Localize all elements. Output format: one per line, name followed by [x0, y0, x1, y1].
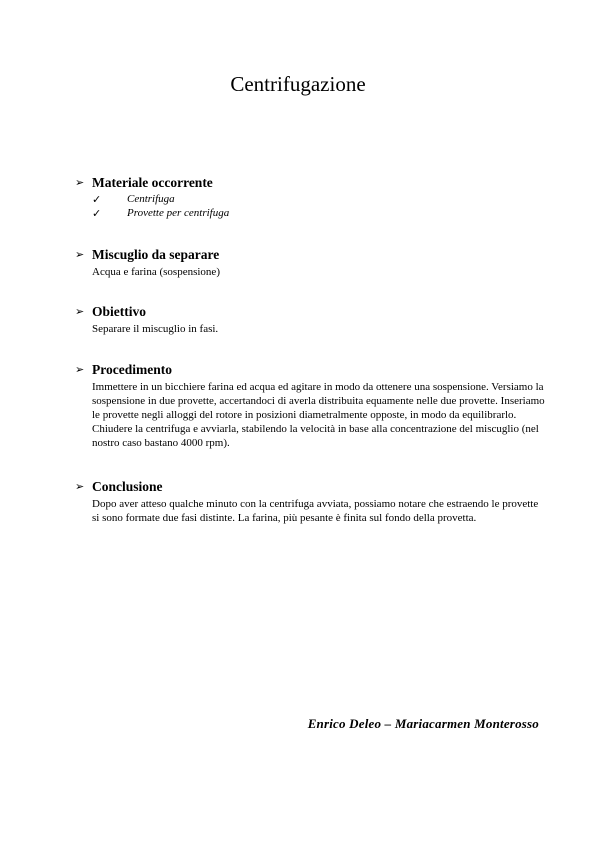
section-obiettivo — [75, 304, 545, 336]
arrow-bullet-icon: ➢ — [75, 306, 85, 318]
arrow-bullet-icon: ➢ — [75, 481, 85, 493]
checkmark-icon: ✓ — [92, 194, 102, 206]
list-item-label: Centrifuga — [127, 193, 175, 205]
checkmark-icon: ✓ — [92, 208, 102, 220]
section-heading: Procedimento — [92, 362, 172, 377]
section-text: Acqua e farina (sospensione) — [92, 266, 220, 278]
page-title: Centrifugazione — [230, 72, 366, 96]
section-heading: Obiettivo — [92, 304, 146, 319]
section-heading: Conclusione — [92, 479, 163, 494]
section-materiale — [75, 175, 545, 221]
section-text: Immettere in un bicchiere farina ed acqua ed agitare in modo da ottenere una sospensione. Versiamo la sospensione in due provette, accertandoci di averla distribuita equamente nelle due provette. Inseriamo le provette negli alloggi del rotore in posizioni diametralmente opposte, in modo da equilibrarlo. Chiudere la centrifuga e avviarla, stabilendo la velocità in base alla concentrazione del miscuglio (nel nostro caso bastano 4000 rpm). — [92, 381, 545, 449]
list-item-label: Provette per centrifuga — [127, 207, 230, 219]
section-procedimento — [75, 362, 545, 450]
section-conclusione — [75, 479, 545, 525]
arrow-bullet-icon: ➢ — [75, 249, 85, 261]
arrow-bullet-icon: ➢ — [75, 364, 85, 376]
author-signature: Enrico Deleo – Mariacarmen Monterosso — [307, 716, 539, 731]
section-miscuglio — [75, 247, 545, 279]
section-heading: Materiale occorrente — [92, 175, 213, 190]
section-heading: Miscuglio da separare — [92, 247, 220, 262]
section-text: Dopo aver atteso qualche minuto con la centrifuga avviata, possiamo notare che estraendo le provette si sono formate due fasi distinte. La farina, più pesante è finita sul fondo della provetta. — [92, 498, 539, 524]
list-item — [75, 207, 545, 221]
arrow-bullet-icon: ➢ — [75, 177, 85, 189]
section-text: Separare il miscuglio in fasi. — [92, 323, 219, 335]
list-item — [75, 193, 545, 207]
